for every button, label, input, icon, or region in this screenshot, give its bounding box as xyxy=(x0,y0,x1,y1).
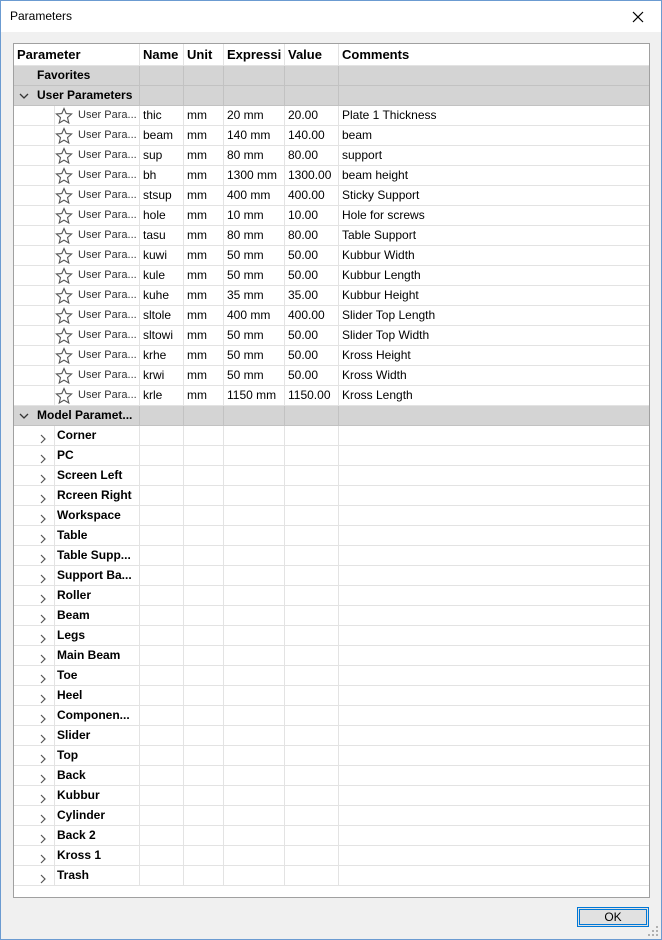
param-source: User Para... xyxy=(78,109,137,121)
group-label: Model Paramet... xyxy=(37,408,133,422)
param-unit[interactable]: mm xyxy=(184,126,224,146)
list-item[interactable] xyxy=(14,546,649,566)
star-icon[interactable] xyxy=(55,187,73,206)
star-icon[interactable] xyxy=(55,247,73,266)
param-expression[interactable]: 35 mm xyxy=(224,286,285,306)
model-item-label: Support Ba... xyxy=(57,568,132,582)
param-name[interactable]: stsup xyxy=(140,186,184,206)
user-parameters-list xyxy=(14,106,649,406)
list-item[interactable] xyxy=(14,686,649,706)
resize-grip-icon[interactable] xyxy=(648,926,658,936)
chevron-right-icon[interactable] xyxy=(39,871,47,886)
param-comment[interactable]: Plate 1 Thickness xyxy=(339,106,650,126)
model-item-label: Back 2 xyxy=(57,828,96,842)
table-row[interactable] xyxy=(14,226,649,246)
param-name[interactable]: krwi xyxy=(140,366,184,386)
close-icon xyxy=(632,11,644,23)
param-comment[interactable]: Kross Height xyxy=(339,346,650,366)
table-row[interactable] xyxy=(14,186,649,206)
param-source: User Para... xyxy=(78,189,137,201)
param-comment[interactable]: beam xyxy=(339,126,650,146)
model-item-label: Legs xyxy=(57,628,86,642)
list-item[interactable] xyxy=(14,526,649,546)
param-comment[interactable]: Kross Length xyxy=(339,386,650,406)
chevron-right-icon[interactable] xyxy=(39,471,47,486)
param-source: User Para... xyxy=(78,249,137,261)
param-name[interactable]: krle xyxy=(140,386,184,406)
param-unit[interactable]: mm xyxy=(184,366,224,386)
param-comment[interactable]: Kubbur Length xyxy=(339,266,650,286)
param-unit[interactable]: mm xyxy=(184,266,224,286)
list-item[interactable] xyxy=(14,746,649,766)
model-item-label: Toe xyxy=(57,668,78,682)
model-item-label: Screen Left xyxy=(57,468,123,482)
param-name[interactable]: hole xyxy=(140,206,184,226)
chevron-right-icon[interactable] xyxy=(39,691,47,706)
title-bar xyxy=(1,1,661,32)
model-item-label: Workspace xyxy=(57,508,121,522)
param-source: User Para... xyxy=(78,169,137,181)
param-unit[interactable]: mm xyxy=(184,306,224,326)
param-unit[interactable]: mm xyxy=(184,326,224,346)
param-expression[interactable]: 80 mm xyxy=(224,146,285,166)
param-unit[interactable]: mm xyxy=(184,246,224,266)
group-user-parameters[interactable] xyxy=(14,86,649,106)
param-unit[interactable]: mm xyxy=(184,286,224,306)
param-value: 50.00 xyxy=(285,326,339,346)
chevron-right-icon[interactable] xyxy=(39,791,47,806)
star-icon[interactable] xyxy=(55,347,73,366)
param-value: 1300.00 xyxy=(285,166,339,186)
param-source: User Para... xyxy=(78,289,137,301)
list-item[interactable] xyxy=(14,586,649,606)
param-name[interactable]: sltole xyxy=(140,306,184,326)
star-icon[interactable] xyxy=(55,107,73,126)
model-item-label: Back xyxy=(57,768,86,782)
param-source: User Para... xyxy=(78,229,137,241)
param-name[interactable]: kule xyxy=(140,266,184,286)
param-source: User Para... xyxy=(78,269,137,281)
table-row[interactable] xyxy=(14,326,649,346)
param-source: User Para... xyxy=(78,389,137,401)
param-name[interactable]: bh xyxy=(140,166,184,186)
param-comment[interactable]: Sticky Support xyxy=(339,186,650,206)
table-row[interactable] xyxy=(14,166,649,186)
param-source: User Para... xyxy=(78,149,137,161)
chevron-right-icon[interactable] xyxy=(39,751,47,766)
param-name[interactable]: kuhe xyxy=(140,286,184,306)
param-comment[interactable]: Slider Top Width xyxy=(339,326,650,346)
chevron-right-icon[interactable] xyxy=(39,831,47,846)
param-unit[interactable]: mm xyxy=(184,106,224,126)
param-value: 50.00 xyxy=(285,366,339,386)
param-unit[interactable]: mm xyxy=(184,226,224,246)
parameters-table xyxy=(13,43,650,898)
param-value: 50.00 xyxy=(285,246,339,266)
list-item[interactable] xyxy=(14,706,649,726)
chevron-down-icon[interactable] xyxy=(19,411,29,421)
param-expression[interactable]: 20 mm xyxy=(224,106,285,126)
model-item-label: PC xyxy=(57,448,74,462)
param-name[interactable]: tasu xyxy=(140,226,184,246)
param-unit[interactable]: mm xyxy=(184,206,224,226)
param-value: 400.00 xyxy=(285,306,339,326)
param-value: 35.00 xyxy=(285,286,339,306)
param-value: 10.00 xyxy=(285,206,339,226)
chevron-right-icon[interactable] xyxy=(39,451,47,466)
param-comment[interactable]: support xyxy=(339,146,650,166)
table-row[interactable] xyxy=(14,386,649,406)
param-source: User Para... xyxy=(78,129,137,141)
chevron-right-icon[interactable] xyxy=(39,531,47,546)
chevron-right-icon[interactable] xyxy=(39,431,47,446)
chevron-right-icon[interactable] xyxy=(39,811,47,826)
param-value: 140.00 xyxy=(285,126,339,146)
window-title: Parameters xyxy=(10,9,73,23)
model-item-label: Componen... xyxy=(57,708,130,722)
param-value: 80.00 xyxy=(285,226,339,246)
param-expression[interactable]: 10 mm xyxy=(224,206,285,226)
param-expression[interactable]: 1150 mm xyxy=(224,386,285,406)
table-row[interactable] xyxy=(14,306,649,326)
param-comment[interactable]: Kubbur Width xyxy=(339,246,650,266)
param-name[interactable]: sup xyxy=(140,146,184,166)
list-item[interactable] xyxy=(14,846,649,866)
param-source: User Para... xyxy=(78,309,137,321)
col-comments[interactable]: Comments xyxy=(339,44,650,66)
star-icon[interactable] xyxy=(55,327,73,346)
chevron-right-icon[interactable] xyxy=(39,771,47,786)
table-row[interactable] xyxy=(14,126,649,146)
list-item[interactable] xyxy=(14,606,649,626)
table-row[interactable] xyxy=(14,206,649,226)
list-item[interactable] xyxy=(14,466,649,486)
param-source: User Para... xyxy=(78,369,137,381)
table-row[interactable] xyxy=(14,366,649,386)
group-label: Favorites xyxy=(14,66,140,86)
model-item-label: Heel xyxy=(57,688,83,702)
param-comment[interactable]: Table Support xyxy=(339,226,650,246)
param-name[interactable]: sltowi xyxy=(140,326,184,346)
star-icon[interactable] xyxy=(55,287,73,306)
param-value: 50.00 xyxy=(285,266,339,286)
param-comment[interactable]: Hole for screws xyxy=(339,206,650,226)
param-unit[interactable]: mm xyxy=(184,146,224,166)
param-expression[interactable]: 400 mm xyxy=(224,306,285,326)
star-icon[interactable] xyxy=(55,227,73,246)
model-item-label: Main Beam xyxy=(57,648,121,662)
param-expression[interactable]: 140 mm xyxy=(224,126,285,146)
close-button[interactable] xyxy=(615,1,661,32)
chevron-right-icon[interactable] xyxy=(39,711,47,726)
list-item[interactable] xyxy=(14,506,649,526)
param-expression[interactable]: 80 mm xyxy=(224,226,285,246)
col-expression[interactable]: Expressi xyxy=(224,44,285,66)
param-name[interactable]: thic xyxy=(140,106,184,126)
star-icon[interactable] xyxy=(55,367,73,386)
star-icon[interactable] xyxy=(55,307,73,326)
param-comment[interactable]: Kubbur Height xyxy=(339,286,650,306)
col-parameter[interactable]: Parameter xyxy=(14,44,140,66)
list-item[interactable] xyxy=(14,446,649,466)
table-row[interactable] xyxy=(14,266,649,286)
param-expression[interactable]: 1300 mm xyxy=(224,166,285,186)
col-name[interactable]: Name xyxy=(140,44,184,66)
model-item-label: Table xyxy=(57,528,88,542)
star-icon[interactable] xyxy=(55,147,73,166)
param-expression[interactable]: 50 mm xyxy=(224,266,285,286)
chevron-right-icon[interactable] xyxy=(39,591,47,606)
col-unit[interactable]: Unit xyxy=(184,44,224,66)
chevron-right-icon[interactable] xyxy=(39,571,47,586)
list-item[interactable] xyxy=(14,426,649,446)
param-name[interactable]: kuwi xyxy=(140,246,184,266)
star-icon[interactable] xyxy=(55,387,73,406)
chevron-right-icon[interactable] xyxy=(39,851,47,866)
table-row[interactable] xyxy=(14,286,649,306)
chevron-right-icon[interactable] xyxy=(39,551,47,566)
list-item[interactable] xyxy=(14,806,649,826)
star-icon[interactable] xyxy=(55,127,73,146)
param-source: User Para... xyxy=(78,349,137,361)
param-source: User Para... xyxy=(78,209,137,221)
chevron-right-icon[interactable] xyxy=(39,671,47,686)
param-expression[interactable]: 400 mm xyxy=(224,186,285,206)
star-icon[interactable] xyxy=(55,167,73,186)
param-unit[interactable]: mm xyxy=(184,186,224,206)
list-item[interactable] xyxy=(14,486,649,506)
param-comment[interactable]: Kross Width xyxy=(339,366,650,386)
param-name[interactable]: beam xyxy=(140,126,184,146)
list-item[interactable] xyxy=(14,626,649,646)
chevron-right-icon[interactable] xyxy=(39,511,47,526)
group-favorites[interactable] xyxy=(14,66,649,86)
model-item-label: Trash xyxy=(57,868,90,882)
param-unit[interactable]: mm xyxy=(184,386,224,406)
chevron-right-icon[interactable] xyxy=(39,491,47,506)
col-value[interactable]: Value xyxy=(285,44,339,66)
chevron-right-icon[interactable] xyxy=(39,731,47,746)
table-row[interactable] xyxy=(14,146,649,166)
model-item-label: Top xyxy=(57,748,79,762)
model-item-label: Cylinder xyxy=(57,808,106,822)
list-item[interactable] xyxy=(14,766,649,786)
param-value: 400.00 xyxy=(285,186,339,206)
table-row[interactable] xyxy=(14,106,649,126)
param-comment[interactable]: beam height xyxy=(339,166,650,186)
list-item[interactable] xyxy=(14,646,649,666)
param-unit[interactable]: mm xyxy=(184,346,224,366)
param-value: 50.00 xyxy=(285,346,339,366)
param-value: 1150.00 xyxy=(285,386,339,406)
model-item-label: Slider xyxy=(57,728,91,742)
param-expression[interactable]: 50 mm xyxy=(224,326,285,346)
table-row[interactable] xyxy=(14,346,649,366)
star-icon[interactable] xyxy=(55,207,73,226)
table-header xyxy=(14,44,649,66)
table-row[interactable] xyxy=(14,246,649,266)
list-item[interactable] xyxy=(14,826,649,846)
model-item-label: Roller xyxy=(57,588,92,602)
model-parameters-list xyxy=(14,426,649,886)
param-expression[interactable]: 50 mm xyxy=(224,346,285,366)
param-unit[interactable]: mm xyxy=(184,166,224,186)
chevron-right-icon[interactable] xyxy=(39,611,47,626)
param-expression[interactable]: 50 mm xyxy=(224,366,285,386)
param-comment[interactable]: Slider Top Length xyxy=(339,306,650,326)
model-item-label: Corner xyxy=(57,428,97,442)
chevron-right-icon[interactable] xyxy=(39,651,47,666)
star-icon[interactable] xyxy=(55,267,73,286)
model-item-label: Beam xyxy=(57,608,90,622)
list-item[interactable] xyxy=(14,786,649,806)
list-item[interactable] xyxy=(14,726,649,746)
list-item[interactable] xyxy=(14,866,649,886)
param-expression[interactable]: 50 mm xyxy=(224,246,285,266)
param-name[interactable]: krhe xyxy=(140,346,184,366)
group-model-parameters[interactable] xyxy=(14,406,649,426)
chevron-right-icon[interactable] xyxy=(39,631,47,646)
model-item-label: Rcreen Right xyxy=(57,488,132,502)
model-item-label: Kross 1 xyxy=(57,848,102,862)
group-label: User Parameters xyxy=(37,88,133,102)
model-item-label: Table Supp... xyxy=(57,548,131,562)
param-value: 20.00 xyxy=(285,106,339,126)
list-item[interactable] xyxy=(14,566,649,586)
list-item[interactable] xyxy=(14,666,649,686)
ok-button[interactable]: OK xyxy=(577,907,649,927)
param-source: User Para... xyxy=(78,329,137,341)
param-value: 80.00 xyxy=(285,146,339,166)
model-item-label: Kubbur xyxy=(57,788,100,802)
chevron-down-icon[interactable] xyxy=(19,91,29,101)
